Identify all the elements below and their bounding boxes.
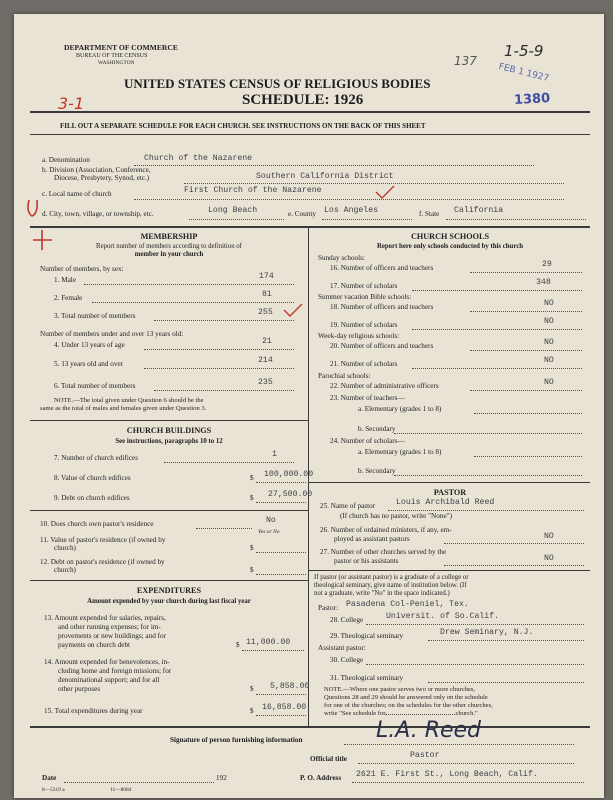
q14-line-2: cluding home and foreign missions; for [58,667,172,675]
q11-dollar: $ [250,544,254,552]
assistant-subheading: Assistant pastor: [318,644,366,652]
parochial-heading: Parochial schools: [318,372,371,380]
q8-value: 100,000.00 [264,470,314,479]
q22-value: NO [544,378,554,387]
q18-label: 18. Number of officers and teachers [330,303,434,311]
q5-value: 214 [258,356,273,365]
q28-value-1: Pasadena Col-Peniel, Tex. [346,600,469,609]
q26-value-line [444,543,584,544]
denomination-label: a. Denomination [42,156,90,164]
pastor-note-line-5: church." [455,710,478,717]
denomination-value: Church of the Nazarene [144,154,253,163]
q10-value: No [266,516,276,525]
q17-label: 17. Number of scholars [330,282,398,290]
q24b-label: b. Secondary [358,467,396,475]
section-rule-top [30,226,590,228]
q1-value: 174 [259,272,274,281]
q13-label [44,614,166,650]
q13-line-4: payments on church debt [58,641,131,649]
q27-value-line [444,565,584,566]
pastor-title: PASTOR [433,488,467,497]
state-label: f. State [419,210,440,218]
summer-heading: Summer vacation Bible schools: [318,293,412,301]
q26-value: NO [544,532,554,541]
q18-value: NO [544,299,554,308]
q4-value: 21 [262,337,272,346]
bureau-line: BUREAU OF THE CENSUS [76,53,148,59]
q12-label-1: 12. Debt on pastor's residence (if owned by [40,558,165,566]
denomination-line [134,165,534,166]
q11-label-2: church) [54,544,76,552]
q11-label-1: 11. Value of pastor's residence (if owned by [40,536,166,544]
local-name-line [134,199,564,200]
q26-label [320,526,452,544]
q3-value: 255 [258,308,273,317]
pastor-note-line-1: NOTE.—Where one pastor serves two or more churches, [324,686,476,693]
expenditures-subtitle: Amount expended by your church during last fiscal year [87,598,251,605]
division-label-1: b. Division (Association, Conference, [42,166,151,174]
official-title-value: Pastor [410,751,440,760]
q14-label [44,658,171,694]
q24b-line [394,475,582,476]
washington-line: WASHINGTON [98,60,135,66]
q23b-label: b. Secondary [358,425,396,433]
q9-dollar: $ [250,494,254,502]
department-line: DEPARTMENT OF COMMERCE [64,43,178,52]
q7-label: 7. Number of church edifices [54,454,139,462]
q27-line-1: 27. Number of other churches served by the [320,548,447,556]
instruction-rule [30,134,590,135]
by-sex-label: Number of members, by sex: [40,265,124,273]
date-label: Date [42,774,57,782]
membership-subtitle-2: member in your church [134,251,204,258]
q14-line-3: denominational support; and for all [58,676,160,684]
pastor-note-line-4: write "See schedule for [324,710,386,717]
q29-value: Drew Seminary, N.J. [440,628,534,637]
q6-line [154,390,294,391]
q7-value: 1 [272,450,277,459]
q18-line [470,311,582,312]
form-title: UNITED STATES CENSUS OF RELIGIOUS BODIES [124,76,431,91]
q13-value-line [242,650,304,651]
city-value: Long Beach [208,206,258,215]
red-check-local-name [374,184,396,200]
address-line [352,782,584,783]
q27-value: NO [544,554,554,563]
q28-value-2: Universit. of So.Calif. [386,612,500,621]
q8-line [256,482,306,483]
q19-line [412,329,582,330]
graduate-note-line-2: theological seminary, give name of institution below. (If [314,582,467,589]
q10-line [196,528,252,529]
q22-label: 22. Number of administrative officers [330,382,439,390]
buildings-rule [30,510,308,511]
red-mark: 3-1 [58,94,85,113]
q13-line-2: and other running expenses; for im- [58,623,161,631]
q21-value: NO [544,356,554,365]
q27-line-2: pastor or his assistants [334,557,399,565]
q14-value-line [256,694,306,695]
q25-line [388,510,584,511]
membership-note-1: NOTE.—The total given under Question 6 should be the [54,397,204,404]
footer-rule [30,726,590,728]
q12-label-2: church) [54,566,76,574]
official-title-line [358,763,574,764]
q30-line [366,664,584,665]
pastor-residence-rule [30,580,308,581]
schools-subtitle: Report here only schools conducted by this church [376,243,524,250]
q16-label: 16. Number of officers and teachers [330,264,434,272]
q3-label: 3. Total number of members [54,312,136,320]
q20-value: NO [544,338,554,347]
age-heading: Number of members under and over 13 years old: [40,330,184,338]
q21-line [412,368,582,369]
official-title-label: Official title [310,755,347,763]
q14-dollar: $ [250,685,254,693]
q17-value: 348 [536,278,551,287]
q29-label: 29. Theological seminary [330,632,404,640]
q31-label: 31. Theological seminary [330,674,404,682]
membership-title: MEMBERSHIP [140,232,198,241]
signature-value: L.A. Reed [376,718,482,743]
q29-line [428,640,584,641]
pastor-rule [308,570,590,571]
q23b-line [394,433,582,434]
q15-value: 16,858.00 [262,703,307,712]
city-line [189,219,284,220]
q4-label: 4. Under 13 years of age [54,341,125,349]
pastor-note [324,686,493,718]
membership-subtitle-1: Report number of members according to definition of [96,243,242,250]
q15-value-line [256,715,306,716]
top-number: 137 [454,54,477,68]
q21-label: 21. Number of scholars [330,360,398,368]
local-name-label: c. Local name of church [42,190,112,198]
expenditures-title: EXPENDITURES [136,586,202,595]
q13-value: 11,000.00 [246,638,291,647]
q4-line [144,349,294,350]
received-stamp: FEB 1 1927 [497,61,550,85]
q13-line-3: provements or new buildings; and for [58,632,166,640]
q2-line [92,302,294,303]
date-line [64,782,214,783]
buildings-title: CHURCH BUILDINGS [126,426,212,435]
q27-label [320,548,446,566]
county-label: e. County [288,210,316,218]
q1-line [84,284,294,285]
q14-value: 5,858.00 [270,682,310,691]
division-value: Southern California District [256,172,394,181]
stamp-number: 1380 [513,91,551,108]
address-label: P. O. Address [300,774,342,782]
q20-label: 20. Number of officers and teachers [330,342,434,350]
q11-line [256,552,306,553]
q10-label: 10. Does church own pastor's residence [40,520,154,528]
q12-line [256,574,306,575]
schools-rule [308,482,590,483]
signature-line [344,744,574,745]
corner-note: 1-5-9 [504,42,544,60]
instruction-line: FILL OUT A SEPARATE SCHEDULE FOR EACH CHURCH. SEE INSTRUCTIONS ON THE BACK OF THIS SHEET [60,122,426,130]
q5-label: 5. 13 years old and over [54,360,124,368]
q9-value: 27,500.00 [268,490,313,499]
q23a-line [474,413,582,414]
q17-line [412,290,582,291]
q26-line-2: ployed as assistant pastors [334,535,410,543]
q26-line-1: 26. Number of ordained ministers, if any, em- [320,526,452,534]
q19-value: NO [544,317,554,326]
address-value: 2621 E. First St., Long Beach, Calif. [356,770,538,779]
q9-label: 9. Debt on church edifices [54,494,130,502]
membership-rule [30,420,308,421]
q9-line [256,502,306,503]
q25-hint: (If church has no pastor, write "None") [340,512,452,520]
q6-label: 6. Total number of members [54,382,136,390]
local-name-value: First Church of the Nazarene [184,186,322,195]
buildings-subtitle: See instructions, paragraphs 10 to 12 [115,438,223,445]
division-label-2: Diocese, Presbytery, Synod, etc.) [54,174,150,182]
q24a-line [474,456,582,457]
schedule-year: SCHEDULE: 1926 [242,92,364,108]
form-number: 8—5319 a [42,787,65,793]
county-value: Los Angeles [324,206,379,215]
q6-value: 235 [258,378,273,387]
q28-line [366,624,584,625]
red-check-total [282,302,304,318]
sunday-heading: Sunday schools: [318,254,365,262]
census-schedule-sheet [14,14,604,798]
q22-line [470,390,582,391]
q8-dollar: $ [250,474,254,482]
state-line [446,219,586,220]
q25-value: Louis Archibald Reed [396,498,495,507]
q14-line-1: 14. Amount expended for benevolences, in- [44,658,170,666]
q15-label: 15. Total expenditures during year [44,707,143,715]
graduate-note-line-1: If pastor (or assistant pastor) is a graduate of a college or [314,574,469,581]
q3-line [154,320,294,321]
q28-label: 28. College [330,616,364,624]
q23-label: 23. Number of teachers— [330,394,405,402]
q20-line [470,350,582,351]
city-label: d. City, town, village, or township, etc. [42,210,154,218]
pastor-note-line-2: Questions 28 and 29 should be answered only on the schedule [324,694,488,701]
q12-dollar: $ [250,566,254,574]
print-number: 11—8084 [110,787,132,793]
weekday-heading: Week-day religious schools: [318,332,400,340]
pastor-subheading: Pastor: [318,604,338,612]
graduate-note [314,574,469,598]
county-line [322,219,412,220]
q19-label: 19. Number of scholars [330,321,398,329]
q30-label: 30. College [330,656,364,664]
q7-line [164,462,294,463]
q16-line [470,272,582,273]
q13-line-1: 13. Amount expended for salaries, repairs, [44,614,166,622]
q31-line [428,682,584,683]
membership-note-2: same as the total of males and females given under Question 3. [40,405,207,412]
q13-dollar: $ [236,641,240,649]
q14-line-4: other purposes [58,685,101,693]
q2-value: 81 [262,290,272,299]
signature-label: Signature of person furnishing information [170,736,303,744]
q1-label: 1. Male [54,276,76,284]
q23a-label: a. Elementary (grades 1 to 8) [358,405,442,413]
pastor-note-line-3: for one of the churches; on the schedules for the other churches, [324,702,493,709]
q16-value: 29 [542,260,552,269]
date-year: 192 [216,774,227,782]
q10-hint: Yes or No [258,529,280,535]
state-value: California [454,206,504,215]
q24a-label: a. Elementary (grades 1 to 8) [358,448,442,456]
q25-label: 25. Name of pastor [320,502,376,510]
q15-dollar: $ [250,707,254,715]
header-rule [30,111,590,113]
q24-label: 24. Number of scholars— [330,437,405,445]
q2-label: 2. Female [54,294,83,302]
graduate-note-line-3: not a graduate, write "No" in the space indicated.) [314,590,450,597]
q5-line [144,368,294,369]
q8-label: 8. Value of church edifices [54,474,131,482]
schools-title: CHURCH SCHOOLS [410,232,490,241]
